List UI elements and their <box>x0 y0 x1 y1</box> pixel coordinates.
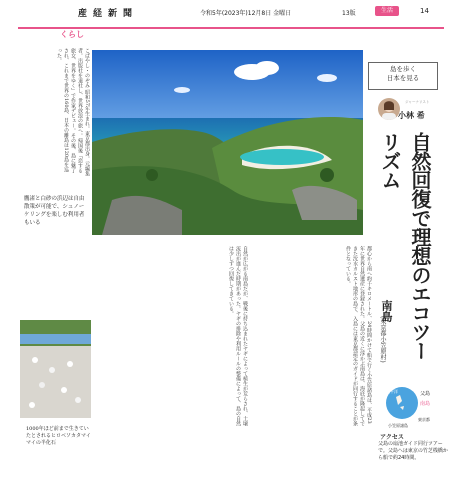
map-label-tokyo: 東京都 <box>418 417 430 422</box>
writer-name: 小林 希 <box>398 110 425 120</box>
article-body-1: 都心から南へ約千キロメートル、24時間かけて船で行く小笠原諸島は、平成23年に世界自然遺産に登録された。父島の近くに浮かぶ南島は、海底が隆起してできた沈水カルスト地形の島で、入島には東京都認定のガイドが同行することが条件となっている。 <box>345 246 372 426</box>
location-map <box>378 375 438 431</box>
article-body-2: 自然が広がる南島だが、戦後に持ち込まれたヤギによって植生が荒らされ、土壌流出が進んだ時期があった。ヤギの排除や利用ルールの整備によって、島の自然は少しずつ回復してきている。 <box>228 246 248 426</box>
fossil-photo <box>20 320 91 418</box>
paper-name: 産経新聞 <box>78 9 139 19</box>
series-line-1: 島を歩く <box>390 65 416 73</box>
place-name: 南島 <box>380 300 393 322</box>
map-label-ogasawara: 小笠原諸島 <box>388 423 408 428</box>
map-label-minamijima: 南島 <box>420 401 431 407</box>
section-title: くらし <box>60 30 84 39</box>
map-graphic <box>378 375 438 431</box>
map-label-pacific: 太平洋 <box>386 389 398 394</box>
fossil-photo-caption: 1000年ほど前まで生きていたとされるヒロベソカタマイマイの半化石 <box>26 426 91 446</box>
snail-fossil-image <box>20 320 91 418</box>
newspaper-header <box>0 0 454 26</box>
section-badge: 生活 <box>375 6 399 16</box>
edition-label: 13版 <box>342 10 356 17</box>
writer-bio: こばやし・のぞみ 昭和57年生まれ。東京都出身。元編集者。出版社を退社し、世界放浪の旅へ。帰国後『恋する旅女、世界をゆく』で作家デビュー。その後、島に魅了され、これまで世界の160島、日本の離島は120島を巡った。 <box>56 48 90 176</box>
map-label-chichijima: 父島 <box>420 391 431 397</box>
writer-role: ジャーナリスト <box>405 100 430 104</box>
person-icon <box>378 98 400 120</box>
series-line-2: 日本を見る <box>386 74 420 82</box>
headline: 自然回復で理想のエコツーリズム <box>378 132 432 360</box>
main-photo-caption: 鷹渚と白砂の浜辺は自由散策が可能で、シュノーケリングを楽しむ利用者もいる <box>24 196 85 226</box>
issue-date: 令和5年(2023年)12月8日 金曜日 <box>200 10 292 17</box>
page-number: 14 <box>420 7 429 15</box>
access-title: アクセス <box>380 434 404 441</box>
writer-avatar <box>378 98 400 120</box>
main-photo <box>92 50 363 235</box>
series-box <box>368 62 438 90</box>
place-location: (東京都小笠原村) <box>379 316 386 363</box>
island-landscape-image <box>92 50 363 235</box>
access-text: 父島の扇池ガイド同行ツアーで。父島へは東京の竹芝桟橋から船で約24時間。 <box>378 441 448 461</box>
